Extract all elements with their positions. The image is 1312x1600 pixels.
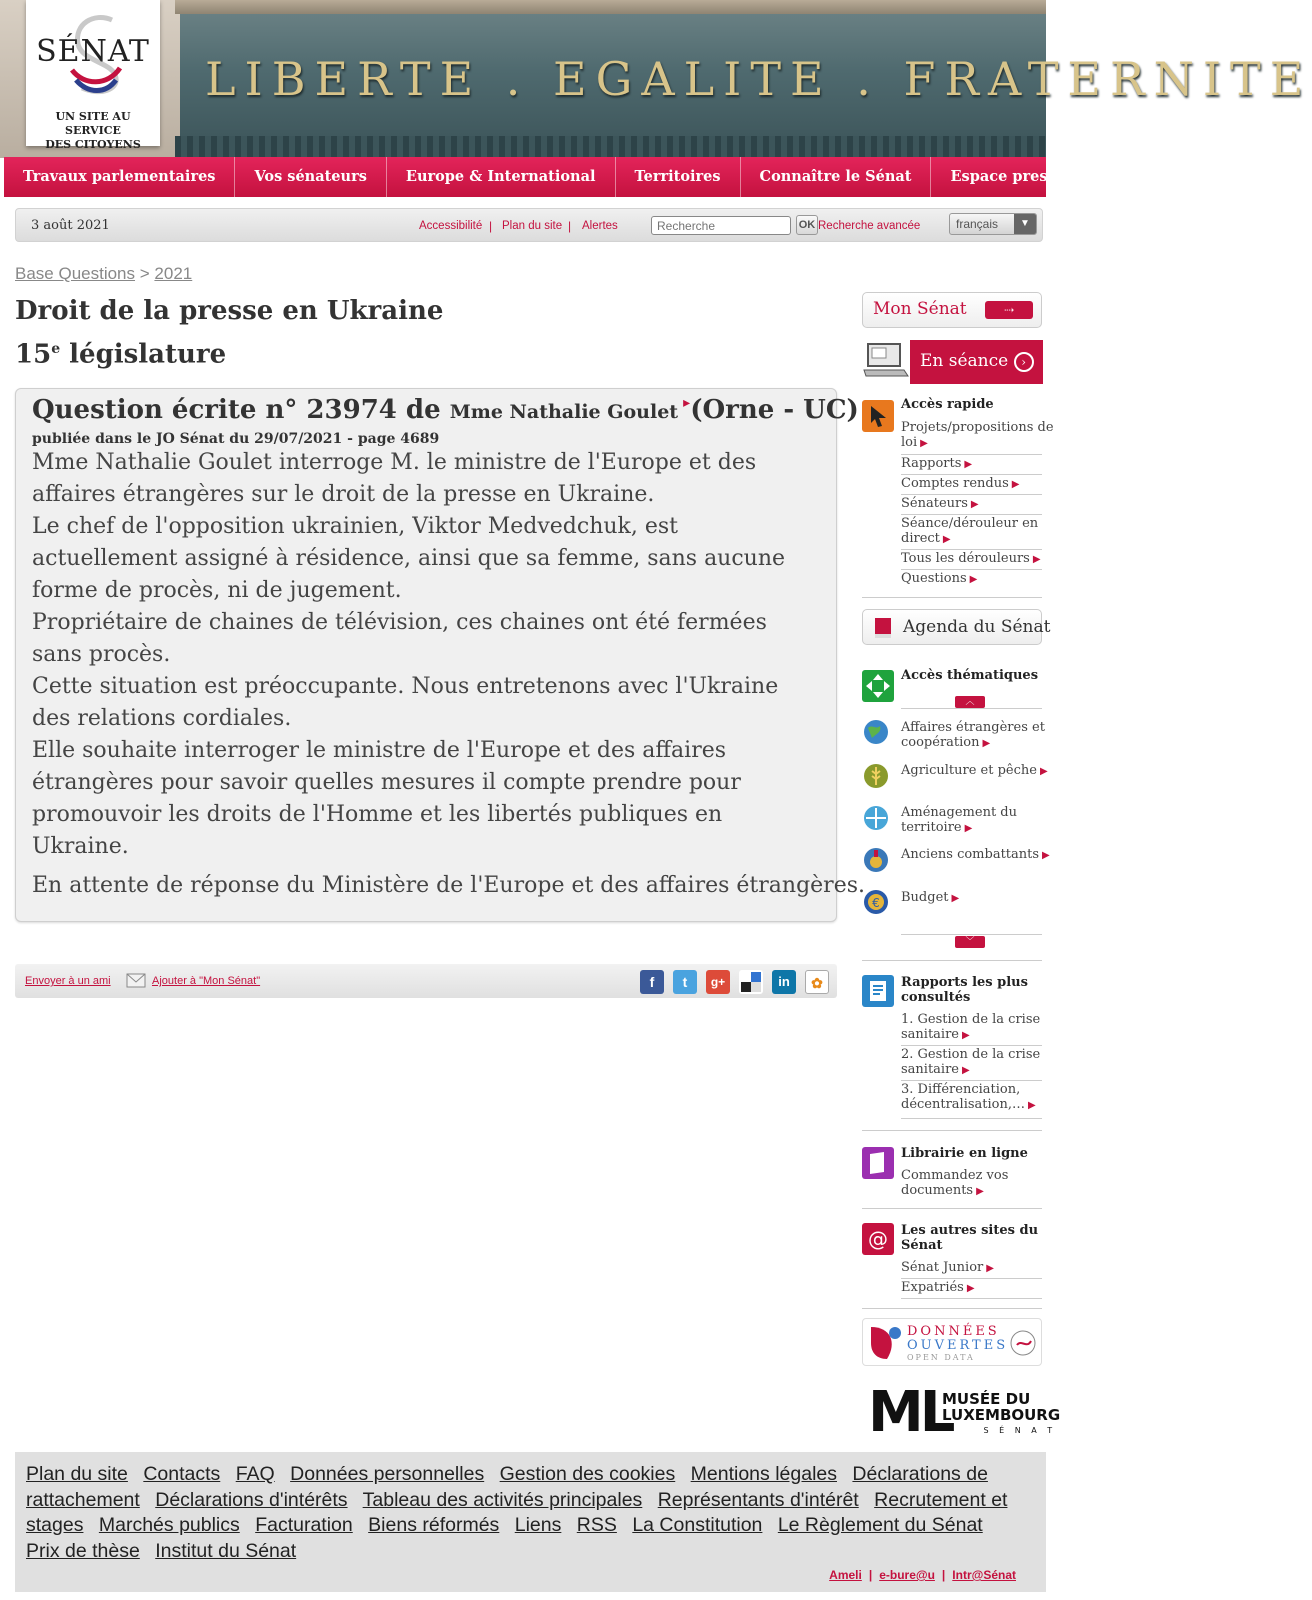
divider (862, 1208, 1042, 1209)
share-more-icon[interactable]: ✿ (805, 970, 829, 994)
footer-link[interactable]: Institut du Sénat (155, 1539, 297, 1562)
link-text: Agriculture et pêche (901, 763, 1037, 778)
triangle-right-icon: ▶ (1032, 554, 1041, 565)
link-text: territoire (901, 820, 962, 835)
question-author[interactable]: Mme Nathalie Goulet (449, 401, 679, 423)
search-ok-button[interactable]: OK (796, 215, 818, 235)
link-text: Rapports (901, 456, 962, 471)
link-alertes[interactable]: Alertes (582, 220, 618, 232)
footer-link[interactable]: Biens réformés (368, 1514, 500, 1536)
link-seance-direct[interactable] (901, 531, 951, 547)
wheat-icon (862, 762, 890, 790)
main-nav (4, 157, 1065, 197)
author-arrow-icon: ▸ (683, 395, 691, 411)
acces-rapide-title: Accès rapide (901, 397, 994, 412)
triangle-right-icon: ▶ (976, 1186, 984, 1197)
nav-presse[interactable]: Espace presse (931, 157, 1084, 197)
link-text: Sénateurs (901, 496, 968, 511)
triangle-right-icon: ▶ (951, 893, 960, 904)
footer-link[interactable]: Marchés publics (98, 1514, 240, 1536)
link-text: Budget (901, 890, 949, 905)
divider (901, 569, 1042, 570)
divider (901, 1278, 1042, 1279)
search-input[interactable] (651, 216, 791, 235)
footer-link[interactable]: Prix de thèse (26, 1539, 140, 1562)
breadcrumb-year[interactable]: 2021 (154, 264, 193, 283)
question-group: (Orne - UC) (690, 395, 859, 425)
publication-info: publiée dans le JO Sénat du 29/07/2021 - page 4689 (32, 431, 440, 447)
logo-tagline-2: DES CITOYENS (45, 138, 141, 151)
link-commandez[interactable] (901, 1168, 1008, 1183)
agenda-label: Agenda du Sénat (903, 617, 1051, 637)
question-paragraph: Mme Nathalie Goulet interroge M. le ministre de l'Europe et des affaires étrangères sur le droit de la presse en Ukraine. (32, 450, 757, 507)
divider (901, 494, 1042, 495)
triangle-right-icon: ▶ (920, 438, 928, 449)
link-plan-du-site[interactable]: Plan du site (502, 220, 563, 232)
divider (862, 1130, 1042, 1131)
link-text: 3. Différenciation, (901, 1082, 1021, 1097)
donnees-line-3: OPEN DATA (907, 1353, 975, 1362)
book-open-icon (862, 1147, 894, 1179)
footer-link[interactable]: Déclarations de rattachement (26, 1463, 988, 1511)
musee-luxembourg-banner[interactable] (868, 1380, 1061, 1445)
scroll-up-button[interactable]: ︿ (955, 696, 985, 708)
divider (901, 474, 1042, 475)
link-text: loi (901, 435, 918, 450)
footer-link[interactable]: Déclarations d'intérêts (155, 1488, 348, 1511)
divider (862, 960, 1042, 961)
footer-separator: | (941, 1568, 946, 1582)
chevron-down-icon: ▼ (1014, 214, 1036, 234)
at-sign-icon (862, 1223, 894, 1255)
banner-ledge (175, 0, 1046, 14)
triangle-right-icon: ▶ (962, 1065, 970, 1076)
twitter-icon[interactable]: t (673, 970, 697, 994)
link-text: Tous les dérouleurs (901, 551, 1030, 566)
divider (901, 514, 1042, 515)
link-text: Anciens combattants (901, 847, 1040, 862)
footer-link[interactable]: RSS (576, 1514, 617, 1536)
link-seance-derouleur[interactable] (901, 516, 1038, 531)
footer-link[interactable]: Gestion des cookies (499, 1463, 676, 1485)
link-documents[interactable] (901, 1183, 984, 1199)
footer-link[interactable]: Liens (514, 1514, 562, 1536)
link-cooperation[interactable] (901, 735, 990, 751)
facebook-icon[interactable]: f (640, 970, 664, 994)
en-seance-text: En séance (920, 351, 1009, 371)
link-anciens-combattants[interactable] (901, 847, 1050, 863)
link-text: coopération (901, 735, 980, 750)
footer-intranet-links (829, 1568, 1016, 1582)
link-rapports[interactable] (901, 456, 972, 472)
share-bar (15, 964, 837, 998)
link-projets-propositions[interactable] (901, 420, 1054, 435)
divider (901, 1118, 1042, 1119)
footer-separator: | (868, 1568, 873, 1582)
link-text: Projets/propositions de (901, 420, 1054, 435)
link-amenagement[interactable] (901, 805, 1017, 820)
question-paragraph: Cette situation est préoccupante. Nous entretenons avec l'Ukraine des relations cordiales. (32, 674, 779, 731)
banner-base (175, 136, 1046, 158)
divider (901, 1298, 1042, 1299)
link-text: Affaires étrangères et (901, 720, 1045, 735)
mon-senat-button[interactable] (862, 292, 1042, 328)
footer-link[interactable]: Facturation (255, 1514, 353, 1536)
svg-text:€: € (872, 896, 880, 910)
document-icon (862, 975, 894, 1007)
util-separator: | (489, 219, 493, 233)
autres-sites-title (901, 1223, 1038, 1253)
autres-title-1: Les autres sites du (901, 1223, 1039, 1238)
footer-link[interactable]: La Constitution (632, 1514, 763, 1536)
page-title-main: Droit de la presse en Ukraine (15, 296, 444, 326)
link-rapport-2b[interactable] (901, 1062, 970, 1078)
link-rapport-2[interactable] (901, 1047, 1040, 1062)
utility-bar (15, 208, 1043, 242)
donnees-ouvertes-banner[interactable] (862, 1318, 1042, 1366)
nav-senateurs[interactable]: Vos sénateurs (235, 157, 386, 197)
triangle-right-icon: ▶ (970, 499, 979, 510)
link-territoire[interactable] (901, 820, 972, 836)
en-seance-button[interactable] (910, 340, 1043, 384)
footer-link[interactable]: Représentants d'intérêt (657, 1488, 859, 1511)
link-text: Expatriés (901, 1280, 964, 1295)
euro-icon (862, 888, 890, 916)
delicious-icon[interactable] (739, 970, 763, 994)
musee-text (942, 1391, 1060, 1439)
nav-connaitre[interactable]: Connaître le Sénat (741, 157, 932, 197)
nav-territoires[interactable]: Territoires (616, 157, 741, 197)
link-affaires-etrangeres[interactable] (901, 720, 1045, 735)
link-intra-senat[interactable]: Intr@Sénat (952, 1568, 1016, 1582)
circle-arrow-icon: › (1014, 352, 1034, 372)
donnees-text (907, 1325, 1008, 1363)
footer-link[interactable]: FAQ (235, 1463, 275, 1485)
footer-link[interactable]: Plan du site (26, 1463, 128, 1485)
page-title (15, 292, 443, 374)
triangle-right-icon: ▶ (1042, 850, 1050, 861)
svg-text:@: @ (868, 1227, 888, 1251)
link-text: 1. Gestion de la crise (901, 1012, 1041, 1027)
footer (15, 1452, 1046, 1592)
footer-link[interactable]: Tableau des activités principales (362, 1488, 643, 1511)
open-data-logo-icon (867, 1323, 907, 1363)
legislature-text: législature (60, 339, 227, 370)
footer-link[interactable]: Le Règlement du Sénat (777, 1514, 983, 1536)
link-comptes-rendus[interactable] (901, 476, 1020, 492)
triangle-right-icon: ▶ (966, 1283, 975, 1294)
current-date: 3 août 2021 (31, 218, 110, 233)
link-text: sanitaire (901, 1027, 959, 1042)
footer-link[interactable]: Mentions légales (690, 1463, 837, 1485)
breadcrumb-separator: > (139, 264, 150, 283)
divider (901, 549, 1042, 550)
nav-europe[interactable]: Europe & International (387, 157, 616, 197)
link-text: Sénat Junior (901, 1260, 984, 1275)
musee-line-1: MUSÉE DU (942, 1390, 1031, 1408)
senat-seal-icon (1009, 1329, 1037, 1357)
link-expatries[interactable] (901, 1280, 975, 1296)
header-banner (0, 0, 1312, 158)
triangle-right-icon: ▶ (964, 459, 973, 470)
link-ameli[interactable]: Ameli (829, 1568, 862, 1582)
link-projets-loi[interactable] (901, 435, 928, 451)
rapports-title-1: Rapports les plus (901, 975, 1028, 990)
question-paragraph: Le chef de l'opposition ukrainien, Viktor Medvedchuk, est actuellement assigné à résidence, ainsi que sa femme, sans aucune forme de procès, ni de jugement. (32, 514, 786, 603)
arrows-cross-icon (862, 670, 894, 702)
musee-logo-icon: ML (868, 1380, 952, 1445)
mon-senat-label: Mon Sénat (873, 299, 967, 319)
legislature (15, 330, 443, 374)
link-text: Séance/dérouleur en (901, 516, 1039, 531)
question-heading (32, 395, 859, 425)
link-text: Commandez vos (901, 1168, 1009, 1183)
laptop-icon (862, 340, 910, 380)
util-separator: | (568, 219, 572, 233)
triangle-right-icon: ▶ (1028, 1100, 1036, 1111)
divider (901, 1045, 1042, 1046)
link-text: Questions (901, 571, 967, 586)
link-rapport-3b[interactable] (901, 1097, 1036, 1113)
link-recherche-avancee[interactable]: Recherche avancée (818, 220, 921, 232)
divider (901, 1080, 1042, 1081)
nav-travaux[interactable]: Travaux parlementaires (4, 157, 235, 197)
question-paragraph: Elle souhaite interroger le ministre de l'Europe et des affaires étrangères pour savoir quelles mesures il compte prendre pour promouvoir les droits de l'Homme et les libertés publiques en Ukraine. (32, 738, 741, 859)
divider (901, 934, 1042, 935)
language-value: français (956, 217, 999, 231)
librairie-title: Librairie en ligne (901, 1146, 1028, 1161)
link-budget[interactable] (901, 890, 959, 906)
triangle-right-icon: ▶ (1039, 766, 1048, 777)
book-icon (871, 616, 895, 640)
triangle-right-icon: ▶ (962, 1030, 970, 1041)
footer-links (26, 1462, 1026, 1564)
acces-thematiques-title: Accès thématiques (901, 668, 1039, 683)
legislature-number: 15 (15, 339, 52, 370)
triangle-right-icon: ▶ (1011, 479, 1020, 490)
autres-title-2: Sénat (901, 1238, 943, 1253)
agenda-button[interactable] (862, 609, 1051, 645)
divider (901, 454, 1042, 455)
en-seance-label (920, 351, 1034, 372)
globe-icon (862, 718, 890, 746)
rapports-title (901, 975, 1028, 1005)
link-rapport-1b[interactable] (901, 1027, 970, 1043)
scroll-down-button[interactable]: ﹀ (955, 936, 985, 948)
rapports-title-2: consultés (901, 990, 971, 1005)
link-text: 2. Gestion de la crise (901, 1047, 1041, 1062)
musee-line-3: S É N A T (983, 1426, 1057, 1435)
cursor-icon (862, 400, 894, 432)
triangle-right-icon: ▶ (982, 738, 991, 749)
answer-status: En attente de réponse du Ministère de l'Europe et des affaires étrangères. (32, 873, 865, 898)
compass-icon (862, 804, 890, 832)
motto: LIBERTE . EGALITE . FRATERNITE (205, 52, 1312, 106)
link-questions[interactable] (901, 571, 977, 587)
divider (901, 708, 1042, 709)
breadcrumb (15, 264, 192, 284)
link-tous-derouleurs[interactable] (901, 551, 1041, 567)
link-text: sanitaire (901, 1062, 959, 1077)
link-senateurs[interactable] (901, 496, 979, 512)
add-to-mon-senat-link[interactable]: Ajouter à "Mon Sénat" (152, 975, 261, 987)
footer-link[interactable]: Données personnelles (290, 1463, 485, 1485)
divider (862, 1308, 1042, 1309)
send-to-friend-link[interactable]: Envoyer à un ami (25, 975, 111, 987)
breadcrumb-base-questions[interactable]: Base Questions (15, 264, 136, 283)
triangle-right-icon: ▶ (942, 534, 951, 545)
question-paragraph: Propriétaire de chaines de télévision, ces chaines ont été fermées sans procès. (32, 610, 767, 667)
triangle-right-icon: ▶ (986, 1263, 994, 1274)
link-text: décentralisation,… (901, 1097, 1026, 1112)
link-agriculture[interactable] (901, 763, 1048, 779)
logo-tagline (26, 110, 160, 152)
link-rapport-3[interactable] (901, 1082, 1020, 1097)
footer-link[interactable]: Recrutement et stages (26, 1488, 1008, 1536)
google-plus-icon[interactable]: g+ (706, 970, 730, 994)
logo-word: SÉNAT (36, 34, 150, 69)
footer-link[interactable]: Contacts (143, 1463, 221, 1485)
donnees-line-2: OUVERTES (907, 1338, 1009, 1353)
linkedin-icon[interactable]: in (772, 970, 796, 994)
link-senat-junior[interactable] (901, 1260, 994, 1276)
triangle-right-icon: ▶ (964, 823, 973, 834)
question-body (32, 447, 822, 863)
envelope-icon (125, 970, 149, 990)
link-text: Aménagement du (901, 805, 1017, 820)
question-number: Question écrite n° 23974 de (32, 395, 450, 425)
link-text: direct (901, 531, 940, 546)
link-accessibilite[interactable]: Accessibilité (419, 220, 483, 232)
donnees-line-1: DONNÉES (907, 1324, 1000, 1339)
legislature-sup: e (51, 341, 61, 357)
question-box (15, 388, 865, 922)
link-rapport-1[interactable] (901, 1012, 1040, 1027)
link-e-bureau[interactable]: e-bure@u (879, 1568, 935, 1582)
senat-logo[interactable] (26, 0, 160, 151)
link-text: documents (901, 1183, 974, 1198)
triangle-right-icon: ▶ (969, 574, 978, 585)
language-select[interactable] (949, 213, 1037, 235)
medal-icon (862, 846, 890, 874)
link-text: Comptes rendus (901, 476, 1009, 491)
divider (862, 597, 1042, 598)
musee-line-2: LUXEMBOURG (942, 1406, 1061, 1424)
logo-tagline-1: UN SITE AU SERVICE (55, 110, 131, 137)
arrow-right-icon: ⇢ (985, 301, 1033, 319)
